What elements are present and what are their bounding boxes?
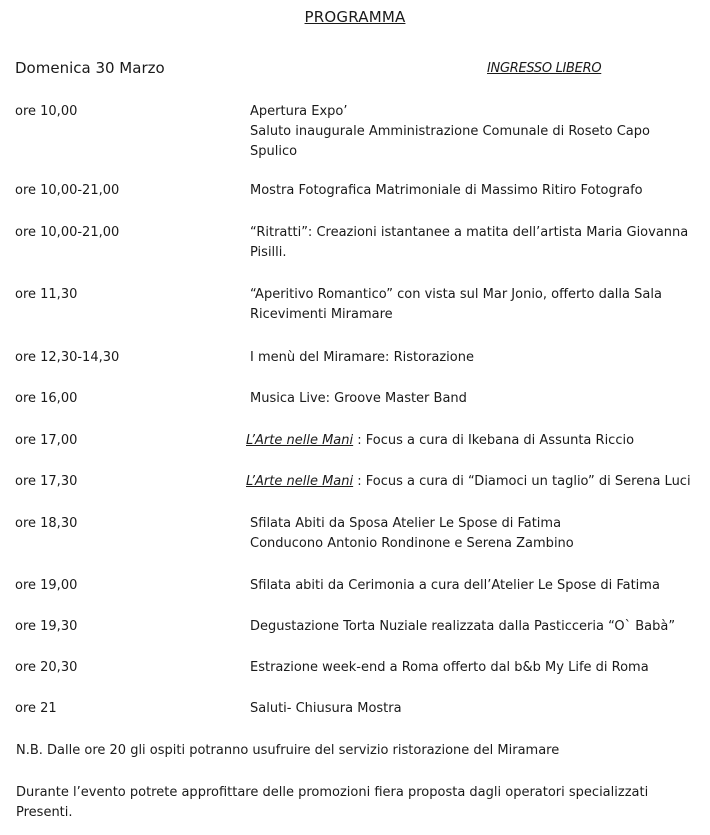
description-line: Sfilata abiti da Cerimonia a cura dell’Atelier Le Spose di Fatima: [250, 578, 660, 593]
description-line: Degustazione Torta Nuziale realizzata dalla Pasticceria “O` Babà”: [250, 619, 676, 634]
schedule-time: ore 11,30: [15, 287, 78, 302]
description-line: [246, 431, 696, 451]
schedule-time: ore 19,30: [15, 619, 78, 634]
description-line: Saluti- Chiusura Mostra: [250, 701, 402, 716]
description-line: Apertura Expo’: [250, 104, 348, 119]
schedule-description: [250, 285, 700, 325]
schedule-description: [246, 472, 696, 492]
schedule-description: [246, 431, 696, 451]
schedule-time: ore 16,00: [15, 391, 78, 406]
description-line: Spulico: [250, 144, 298, 159]
description-text: : Focus a cura di Ikebana di Assunta Riccio: [353, 433, 635, 448]
schedule-time: ore 17,30: [15, 474, 78, 489]
description-line: Pisilli.: [250, 245, 287, 260]
schedule-time: ore 18,30: [15, 516, 78, 531]
arte-nelle-mani-label: L’Arte nelle Mani: [246, 474, 354, 489]
schedule-description: [250, 223, 700, 263]
schedule-time: ore 10,00-21,00: [15, 225, 120, 240]
description-line: “Ritratti”: Creazioni istantanee a matita dell’artista Maria Giovanna: [250, 225, 689, 240]
schedule-description: [250, 699, 700, 719]
promo-line: Presenti.: [16, 805, 73, 820]
schedule-time: ore 10,00: [15, 104, 78, 119]
nb-note: N.B. Dalle ore 20 gli ospiti potranno usufruire del servizio ristorazione del Miramare: [16, 743, 560, 758]
arte-nelle-mani-label: L’Arte nelle Mani: [246, 433, 354, 448]
description-line: I menù del Miramare: Ristorazione: [250, 350, 474, 365]
schedule-description: [250, 658, 700, 678]
schedule-time: ore 10,00-21,00: [15, 183, 120, 198]
schedule-description: [250, 102, 700, 162]
description-line: Estrazione week-end a Roma offerto dal b&b My Life di Roma: [250, 660, 649, 675]
schedule-description: [250, 389, 700, 409]
schedule-time: ore 21: [15, 701, 57, 716]
schedule-description: [250, 576, 700, 596]
schedule-description: [250, 514, 700, 554]
free-entry-label: INGRESSO LIBERO: [487, 61, 602, 76]
description-line: Mostra Fotografica Matrimoniale di Massimo Ritiro Fotografo: [250, 183, 643, 198]
description-line: Ricevimenti Miramare: [250, 307, 393, 322]
page-title: PROGRAMMA: [304, 8, 406, 26]
schedule-description: [250, 617, 700, 637]
description-line: “Aperitivo Romantico” con vista sul Mar Jonio, offerto dalla Sala: [250, 287, 662, 302]
description-text: : Focus a cura di “Diamoci un taglio” di Serena Luci: [353, 474, 691, 489]
schedule-time: ore 19,00: [15, 578, 78, 593]
schedule-description: [250, 348, 700, 368]
schedule-time: ore 12,30-14,30: [15, 350, 120, 365]
schedule-time: ore 20,30: [15, 660, 78, 675]
schedule-description: [250, 181, 700, 201]
description-line: Conducono Antonio Rondinone e Serena Zambino: [250, 536, 574, 551]
description-line: Sfilata Abiti da Sposa Atelier Le Spose di Fatima: [250, 516, 562, 531]
schedule-time: ore 17,00: [15, 433, 78, 448]
description-line: [246, 472, 696, 492]
description-line: Musica Live: Groove Master Band: [250, 391, 467, 406]
description-line: Saluto inaugurale Amministrazione Comunale di Roseto Capo: [250, 124, 650, 139]
event-date: Domenica 30 Marzo: [15, 59, 165, 77]
promo-note: [16, 783, 696, 823]
promo-line: Durante l’evento potrete approfittare delle promozioni fiera proposta dagli operatori specializzati: [16, 785, 649, 800]
